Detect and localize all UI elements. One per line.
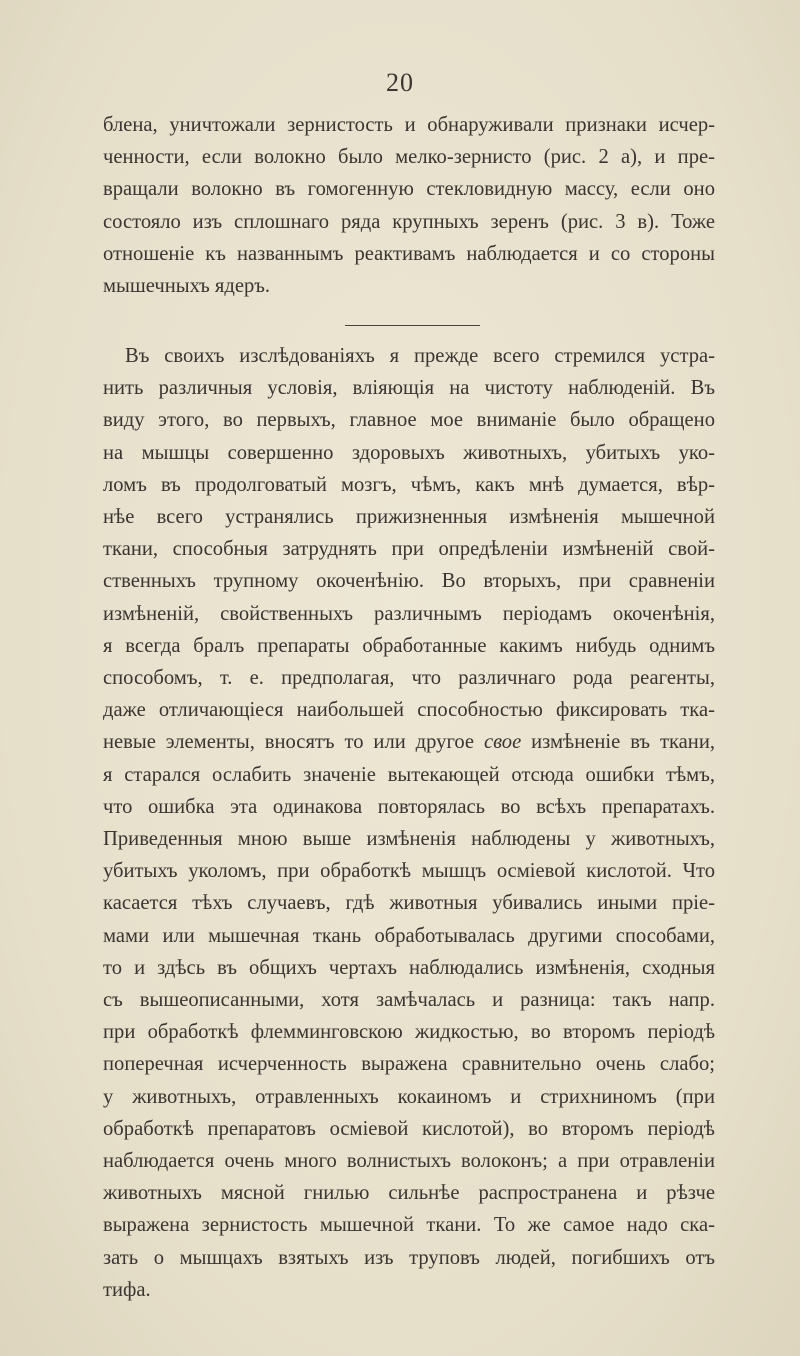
text-line: то и здѣсь въ общихъ чертахъ наблюдались измѣненія, сходныя xyxy=(103,956,715,979)
text-line: нить различныя условія, вліяющія на чистоту наблюденій. Въ xyxy=(103,377,715,400)
text-line: животныхъ мясной гнилью сильнѣе распространена и рѣзче xyxy=(103,1182,715,1205)
text-line: состояло изъ сплошнаго ряда крупныхъ зеренъ (рис. 3 в). Тоже xyxy=(103,210,715,233)
italic-word: свое xyxy=(484,731,522,754)
paragraph-2 xyxy=(103,340,715,1306)
text-line: я старался ослабить значеніе вытекающей отсюда ошибки тѣмъ, xyxy=(103,763,715,786)
text-line: Приведенныя мною выше измѣненія наблюдены у животныхъ, xyxy=(103,828,715,851)
text-line: что ошибка эта одинакова повторялась во всѣхъ препаратахъ. xyxy=(103,795,715,818)
text-segment: невые элементы, вносятъ то или другое xyxy=(103,731,484,754)
text-line: у животныхъ, отравленныхъ кокаиномъ и стрихниномъ (при xyxy=(103,1085,715,1108)
text-line: ственныхъ трупному окоченѣнію. Во вторыхъ, при сравненіи xyxy=(103,570,715,593)
text-line: поперечная исчерченность выражена сравнительно очень слабо; xyxy=(103,1053,715,1076)
text-line-with-emphasis xyxy=(103,726,715,758)
page-number: 20 xyxy=(386,68,414,97)
text-line: ломъ въ продолговатый мозгъ, чѣмъ, какъ мнѣ думается, вѣр- xyxy=(103,473,715,496)
text-line: съ вышеописанными, хотя замѣчалась и разница: такъ напр. xyxy=(103,989,715,1012)
text-line: я всегда бралъ препараты обработанные какимъ нибудь однимъ xyxy=(103,634,715,657)
text-line: даже отличающіеся наибольшей способностью фиксировать тка- xyxy=(103,699,715,722)
text-line: обработкѣ препаратовъ осміевой кислотой), во второмъ періодѣ xyxy=(103,1117,715,1140)
text-line: мами или мышечная ткань обработывалась другими способами, xyxy=(103,924,715,947)
section-divider xyxy=(345,325,480,326)
text-line: на мышцы совершенно здоровыхъ животныхъ, убитыхъ уко- xyxy=(103,441,715,464)
text-line: виду этого, во первыхъ, главное мое вниманіе было обращено xyxy=(103,409,715,432)
text-line: убитыхъ уколомъ, при обработкѣ мышцъ осміевой кислотой. Что xyxy=(103,860,715,883)
text-segment: измѣненіе въ ткани, xyxy=(521,731,715,754)
text-line: при обработкѣ флемминговскою жидкостью, во второмъ періодѣ xyxy=(103,1021,715,1044)
text-line: ткани, способныя затруднять при опредѣленіи измѣненій свой- xyxy=(103,538,715,561)
text-line: Въ своихъ изслѣдованіяхъ я прежде всего стремился устра- xyxy=(125,345,715,367)
text-line: мышечныхъ ядеръ. xyxy=(103,275,271,298)
text-line: измѣненій, свойственныхъ различнымъ періодамъ окоченѣнія, xyxy=(103,602,715,625)
text-line: наблюдается очень много волнистыхъ волоконъ; а при отравленіи xyxy=(103,1150,715,1173)
text-line: ченности, если волокно было мелко-зернисто (рис. 2 а), и пре- xyxy=(103,146,715,169)
text-line: выражена зернистость мышечной ткани. То же самое надо ска- xyxy=(103,1214,715,1237)
text-line: нѣе всего устранялись прижизненныя измѣненія мышечной xyxy=(103,506,715,529)
text-line: тифа. xyxy=(103,1278,151,1301)
text-line: способомъ, т. е. предполагая, что различнаго рода реагенты, xyxy=(103,667,715,690)
paragraph-1 xyxy=(103,109,715,302)
text-line: вращали волокно въ гомогенную стекловидную массу, если оно xyxy=(103,178,715,201)
text-line: блена, уничтожали зернистость и обнаруживали признаки исчер- xyxy=(103,114,715,136)
text-line: отношеніе къ названнымъ реактивамъ наблюдается и со стороны xyxy=(103,242,715,265)
text-line: зать о мышцахъ взятыхъ изъ труповъ людей, погибшихъ отъ xyxy=(103,1246,715,1269)
text-line: касается тѣхъ случаевъ, гдѣ животныя убивались иными пріе- xyxy=(103,892,715,915)
